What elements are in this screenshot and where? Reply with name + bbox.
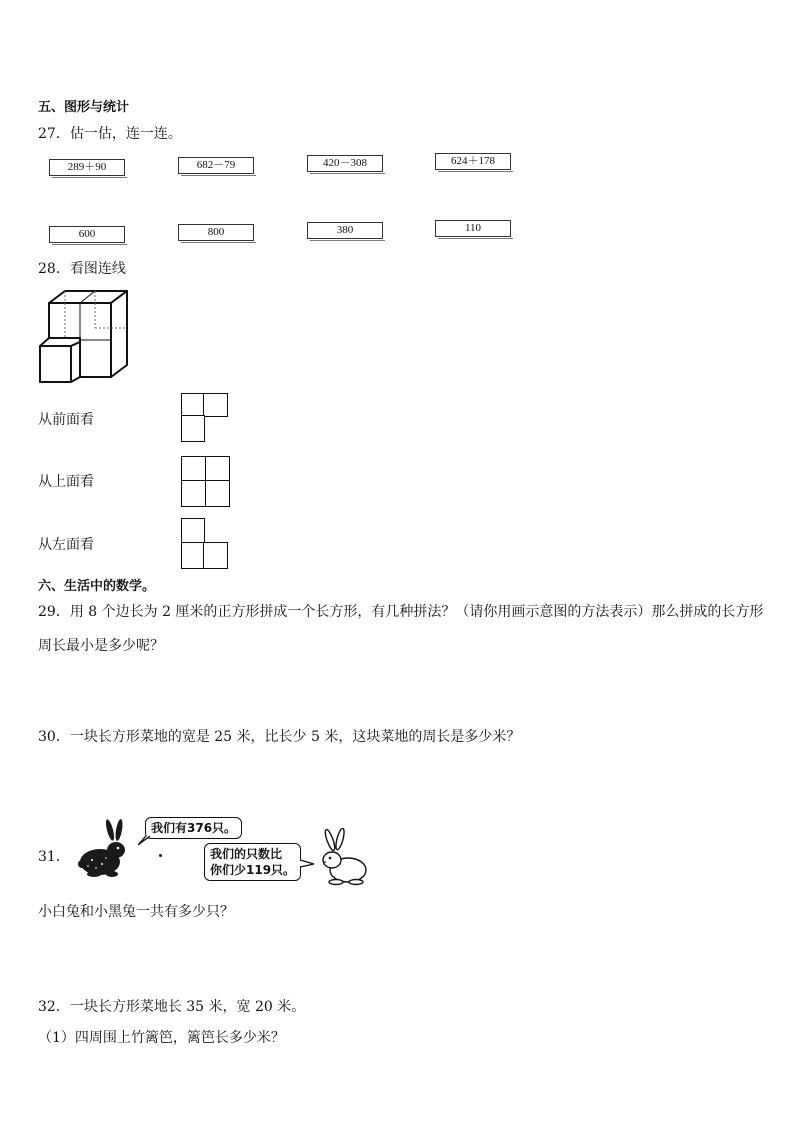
bubble-line-1: 我们的只数比 (210, 847, 283, 861)
view-front-label: 从前面看 (38, 412, 94, 428)
bubble-tail-2 (299, 858, 315, 870)
bubble-line-2: 你们少119只。 (210, 863, 296, 877)
bubble-tail-1 (138, 836, 152, 846)
expression-box-2: 682－79 (178, 157, 254, 174)
question-27-prompt: 27．估一估，连一连。 (38, 126, 182, 142)
expression-box-1: 289＋90 (49, 159, 125, 176)
expression-box-3: 420－308 (307, 155, 383, 172)
question-29-line1: 29．用 8 个边长为 2 厘米的正方形拼成一个长方形，有几种拼法？（请你用画示意图的方法表示）那么拼成的长方形 (38, 604, 764, 620)
question-32-stem: 32．一块长方形菜地长 35 米，宽 20 米。 (38, 999, 306, 1015)
black-rabbit-image (74, 818, 132, 880)
question-31-number: 31． (38, 849, 70, 865)
speech-bubble-white-rabbit (204, 843, 301, 881)
question-32-part1: （1）四周围上竹篱笆，篱笆长多少米？ (38, 1030, 285, 1046)
view-left-label: 从左面看 (38, 537, 94, 553)
answer-box-1: 600 (49, 226, 125, 243)
question-29-line2: 周长最小是多少呢？ (38, 638, 164, 654)
section-6-title: 六、生活中的数学。 (38, 579, 156, 594)
white-rabbit-image (318, 828, 370, 886)
answer-box-4: 110 (435, 220, 511, 237)
question-30: 30．一块长方形菜地的宽是 25 米，比长少 5 米，这块菜地的周长是多少米？ (38, 729, 521, 745)
speech-bubble-black-rabbit: 我们有376只。 (145, 817, 242, 839)
question-31-text: 小白兔和小黑兔一共有多少只？ (38, 904, 234, 920)
expression-box-4: 624＋178 (435, 153, 511, 170)
answer-box-3: 380 (307, 222, 383, 239)
view-top-label: 从上面看 (38, 474, 94, 490)
section-5-title: 五、图形与统计 (38, 100, 130, 115)
cube-stack-figure (38, 286, 132, 384)
answer-box-2: 800 (178, 224, 254, 241)
dot-mark (159, 854, 162, 857)
question-28-prompt: 28．看图连线 (38, 261, 126, 277)
